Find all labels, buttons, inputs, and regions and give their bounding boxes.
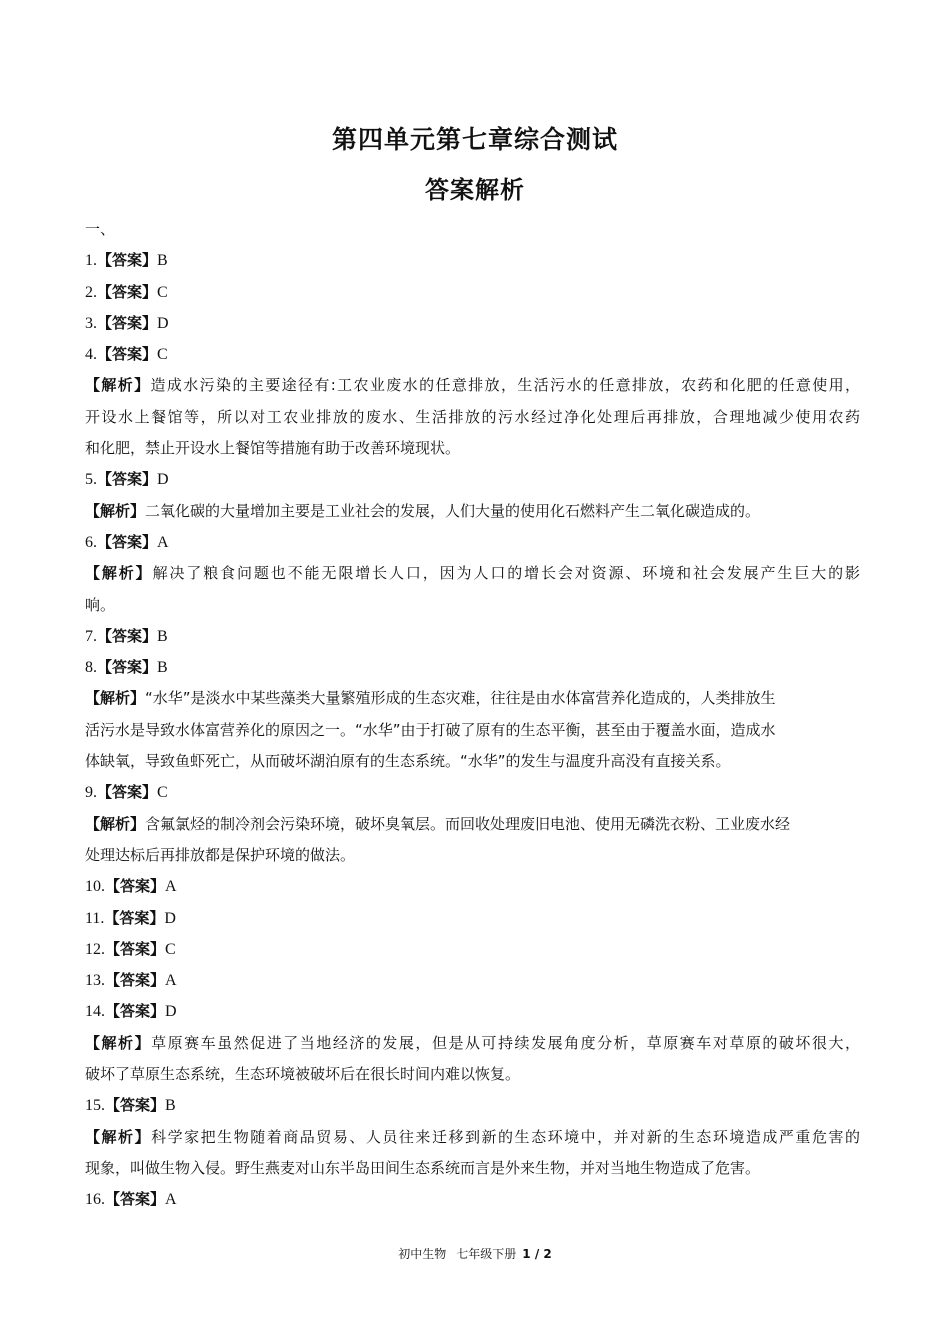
analysis-label: 【解析】 <box>85 501 146 520</box>
question-number: 15. <box>85 1097 105 1115</box>
question-number: 13. <box>85 972 105 990</box>
analysis-continuation: 和化肥，禁止开设水上餐馆等措施有助于改善环境现状。 <box>85 439 461 458</box>
answer-value: B <box>157 659 168 677</box>
analysis-continuation: 体缺氧，导致鱼虾死亡，从而破坏湖泊原有的生态系统。“水华”的发生与温度升高没有直接关系。 <box>85 752 731 771</box>
question-number: 1. <box>85 252 97 270</box>
answer-label: 【答案】 <box>105 939 166 958</box>
answer-label: 【答案】 <box>97 313 158 332</box>
answer-line <box>85 996 860 1027</box>
answer-line <box>85 903 860 934</box>
analysis-line <box>85 496 860 527</box>
analysis-line <box>85 370 860 401</box>
answer-line <box>85 871 860 902</box>
question-number: 16. <box>85 1191 105 1209</box>
answer-label: 【答案】 <box>105 877 166 896</box>
answer-line <box>85 1184 860 1215</box>
analysis-continuation: 现象，叫做生物入侵。野生燕麦对山东半岛田间生态系统而言是外来生物，并对当地生物造成了危害。 <box>85 1158 761 1177</box>
question-number: 5. <box>85 471 97 489</box>
question-number: 4. <box>85 346 97 364</box>
answer-label: 【答案】 <box>105 1190 166 1209</box>
answer-value: D <box>157 471 169 489</box>
analysis-continuation: 响。 <box>85 595 116 614</box>
analysis-text: 二氧化碳的大量增加主要是工业社会的发展，人们大量的使用化石燃料产生二氧化碳造成的。 <box>145 501 761 520</box>
question-number: 12. <box>85 940 105 958</box>
analysis-text: “水华”是淡水中某些藻类大量繁殖形成的生态灾难，往往是由水体富营养化造成的，人类排放生 <box>145 689 776 708</box>
answer-line <box>85 277 860 308</box>
answer-value: A <box>165 972 177 990</box>
question-number: 3. <box>85 314 97 332</box>
analysis-text: 解决了粮食问题也不能无限增长人口，因为人口的增长会对资源、环境和社会发展产生巨大的影 <box>152 564 860 583</box>
answer-label: 【答案】 <box>97 282 158 301</box>
answer-value: B <box>157 627 168 645</box>
answer-label: 【答案】 <box>105 1096 166 1115</box>
analysis-text: 草原赛车虽然促进了当地经济的发展，但是从可持续发展角度分析，草原赛车对草原的破坏很大， <box>151 1033 860 1052</box>
answer-value: A <box>165 1191 177 1209</box>
analysis-line <box>85 558 860 589</box>
answer-label: 【答案】 <box>104 908 165 927</box>
answer-line <box>85 245 860 276</box>
answer-value: A <box>157 533 169 551</box>
analysis-line <box>85 1028 860 1059</box>
page-title: 第四单元第七章综合测试 <box>331 125 618 154</box>
answer-value: C <box>157 346 168 364</box>
answer-value: C <box>165 940 176 958</box>
question-number: 11. <box>85 909 105 927</box>
section-heading: 一、 <box>85 220 116 238</box>
analysis-line <box>85 809 860 840</box>
footer-page-number: 1 / 2 <box>522 1247 552 1261</box>
answer-label: 【答案】 <box>105 971 166 990</box>
analysis-label: 【解析】 <box>85 689 146 708</box>
answer-label: 【答案】 <box>105 1002 166 1021</box>
answer-line <box>85 621 860 652</box>
answer-value: C <box>157 784 168 802</box>
answer-value: D <box>164 909 176 927</box>
answer-line <box>85 777 860 808</box>
analysis-text: 造成水污染的主要途径有:工农业废水的任意排放，生活污水的任意排放，农药和化肥的任意使用， <box>150 376 860 395</box>
answer-line <box>85 965 860 996</box>
answer-line <box>85 464 860 495</box>
answer-line <box>85 652 860 683</box>
answer-line <box>85 1090 860 1121</box>
answer-value: A <box>165 878 177 896</box>
answer-label: 【答案】 <box>97 783 158 802</box>
analysis-label: 【解析】 <box>85 1127 152 1146</box>
answer-line <box>85 308 860 339</box>
analysis-continuation: 活污水是导致水体富营养化的原因之一。“水华”由于打破了原有的生态平衡，甚至由于覆盖水面，造成水 <box>85 720 776 739</box>
analysis-continuation: 破坏了草原生态系统，生态环境被破坏后在很长时间内难以恢复。 <box>85 1065 521 1084</box>
question-number: 6. <box>85 533 97 551</box>
page-subtitle: 答案解析 <box>425 176 525 204</box>
answer-value: D <box>157 314 169 332</box>
answer-label: 【答案】 <box>97 658 158 677</box>
footer-grade: 七年级下册 <box>456 1247 517 1261</box>
question-number: 7. <box>85 627 97 645</box>
footer-subject: 初中生物 <box>398 1247 447 1261</box>
analysis-line <box>85 683 860 714</box>
answer-line <box>85 339 860 370</box>
question-number: 2. <box>85 283 97 301</box>
question-number: 9. <box>85 784 97 802</box>
answer-label: 【答案】 <box>97 345 158 364</box>
analysis-text: 科学家把生物随着商品贸易、人员往来迁移到新的生态环境中，并对新的生态环境造成严重危害的 <box>151 1127 860 1146</box>
analysis-continuation: 处理达标后再排放都是保护环境的做法。 <box>85 845 356 864</box>
answer-value: C <box>157 283 168 301</box>
answer-label: 【答案】 <box>97 626 158 645</box>
answer-label: 【答案】 <box>97 470 158 489</box>
question-number: 10. <box>85 878 105 896</box>
analysis-label: 【解析】 <box>85 564 153 583</box>
analysis-text: 含氟氯烃的制冷剂会污染环境，破坏臭氧层。而回收处理废旧电池、使用无磷洗衣粉、工业废水经 <box>145 814 791 833</box>
answer-label: 【答案】 <box>97 251 158 270</box>
answer-line <box>85 527 860 558</box>
analysis-label: 【解析】 <box>85 376 151 395</box>
answer-line <box>85 934 860 965</box>
answer-content <box>85 214 860 1216</box>
analysis-label: 【解析】 <box>85 1033 152 1052</box>
answer-value: B <box>165 1097 176 1115</box>
question-number: 14. <box>85 1003 105 1021</box>
answer-value: D <box>165 1003 177 1021</box>
page-footer <box>0 1245 950 1262</box>
analysis-line <box>85 1122 860 1153</box>
question-number: 8. <box>85 659 97 677</box>
analysis-label: 【解析】 <box>85 814 146 833</box>
analysis-continuation: 开设水上餐馆等，所以对工农业排放的废水、生活排放的污水经过净化处理后再排放，合理地减少使用农药 <box>85 407 860 426</box>
answer-label: 【答案】 <box>97 532 158 551</box>
answer-value: B <box>157 252 168 270</box>
